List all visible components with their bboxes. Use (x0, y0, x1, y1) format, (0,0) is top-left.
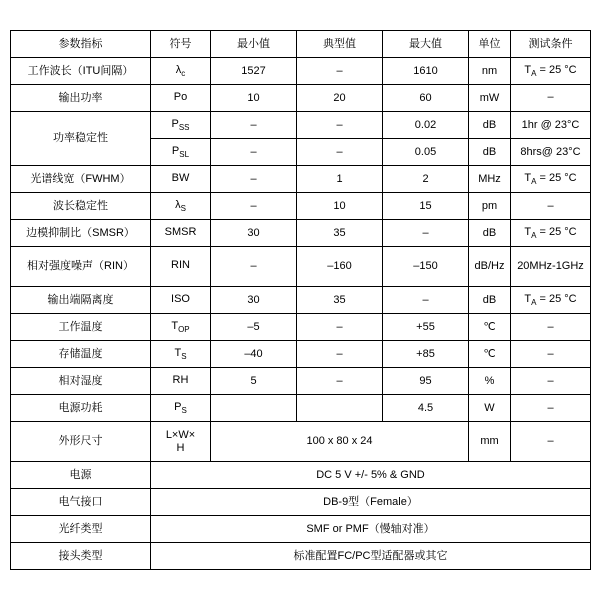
row-typ: – (297, 139, 383, 166)
row-unit: dB (469, 220, 511, 247)
row-param: 光谱线宽（FWHM） (11, 166, 151, 193)
row-condition: – (511, 341, 591, 368)
table-row (11, 395, 591, 422)
row-max: – (383, 220, 469, 247)
row-min: – (211, 193, 297, 220)
column-header-min: 最小值 (211, 31, 297, 58)
row-min: –40 (211, 341, 297, 368)
symbol-main: λ (175, 63, 182, 76)
table-row (11, 166, 591, 193)
symbol-subscript: S (181, 406, 187, 415)
row-min: 1527 (211, 58, 297, 85)
symbol-main: P (171, 144, 180, 157)
symbol-line-1: L×W× (165, 428, 196, 441)
column-header-param: 参数指标 (11, 31, 151, 58)
table-row (11, 287, 591, 314)
column-header-max: 最大值 (383, 31, 469, 58)
column-header-symbol: 符号 (151, 31, 211, 58)
symbol-subscript: SS (178, 123, 190, 132)
table-row (11, 314, 591, 341)
row-min: – (211, 112, 297, 139)
row-max: 0.02 (383, 112, 469, 139)
symbol-main: RH (172, 373, 189, 386)
row-param: 输出功率 (11, 85, 151, 112)
row-condition (511, 58, 591, 85)
row-param: 光纤类型 (11, 516, 151, 543)
row-min: – (211, 166, 297, 193)
row-typ: –160 (297, 247, 383, 287)
table-row (11, 58, 591, 85)
cond-rest: = 25 °C (536, 292, 577, 305)
row-max: 2 (383, 166, 469, 193)
row-typ: 35 (297, 220, 383, 247)
row-min: – (211, 139, 297, 166)
row-typ: – (297, 112, 383, 139)
table-row-footer (11, 462, 591, 489)
row-min: 5 (211, 368, 297, 395)
symbol-main: P (174, 400, 182, 413)
row-unit: W (469, 395, 511, 422)
cond-main: T (524, 63, 532, 76)
row-max: 60 (383, 85, 469, 112)
table-header-row (11, 31, 591, 58)
row-max: –150 (383, 247, 469, 287)
row-typ: – (297, 58, 383, 85)
row-max: 15 (383, 193, 469, 220)
row-max: 4.5 (383, 395, 469, 422)
row-unit: MHz (469, 166, 511, 193)
cond-subscript: A (531, 231, 537, 240)
row-max: +85 (383, 341, 469, 368)
table-row-footer (11, 489, 591, 516)
table-row (11, 220, 591, 247)
row-condition: 1hr @ 23°C (511, 112, 591, 139)
symbol-subscript: SL (179, 150, 190, 159)
row-symbol (151, 166, 211, 193)
column-header-condition: 测试条件 (511, 31, 591, 58)
row-condition: – (511, 422, 591, 462)
row-unit: mm (469, 422, 511, 462)
row-param: 输出端隔离度 (11, 287, 151, 314)
symbol-subscript: S (181, 352, 187, 361)
table-row-footer (11, 516, 591, 543)
table-row (11, 85, 591, 112)
row-symbol (151, 422, 211, 462)
row-min: 30 (211, 220, 297, 247)
row-param: 电源功耗 (11, 395, 151, 422)
row-max: 95 (383, 368, 469, 395)
row-min (211, 395, 297, 422)
row-unit: dB (469, 139, 511, 166)
row-param: 波长稳定性 (11, 193, 151, 220)
symbol-line-2: H (176, 441, 185, 454)
row-param: 相对湿度 (11, 368, 151, 395)
row-symbol (151, 247, 211, 287)
cond-subscript: A (531, 298, 537, 307)
row-min: – (211, 247, 297, 287)
row-value: DC 5 V +/- 5% & GND (151, 462, 591, 489)
row-unit: nm (469, 58, 511, 85)
row-symbol (151, 341, 211, 368)
table-row (11, 341, 591, 368)
row-symbol (151, 85, 211, 112)
row-param: 外形尺寸 (11, 422, 151, 462)
row-condition (511, 85, 591, 112)
row-symbol (151, 287, 211, 314)
row-param: 工作波长（ITU间隔） (11, 58, 151, 85)
row-unit: dB/Hz (469, 247, 511, 287)
row-condition: – (511, 395, 591, 422)
row-param: 边模抑制比（SMSR） (11, 220, 151, 247)
column-header-typ: 典型值 (297, 31, 383, 58)
symbol-main: SMSR (164, 225, 197, 238)
row-condition: 20MHz-1GHz (511, 247, 591, 287)
table-row-dimension (11, 422, 591, 462)
row-condition (511, 166, 591, 193)
row-max: +55 (383, 314, 469, 341)
row-symbol (151, 395, 211, 422)
row-param: 存储温度 (11, 341, 151, 368)
row-typ: 20 (297, 85, 383, 112)
spec-sheet (10, 30, 590, 570)
row-value: 标准配置FC/PC型适配器或其它 (151, 543, 591, 570)
row-unit: dB (469, 287, 511, 314)
row-condition: – (511, 368, 591, 395)
row-typ: – (297, 341, 383, 368)
table-row (11, 112, 591, 139)
symbol-main: Po (173, 90, 188, 103)
cond-main: T (524, 225, 532, 238)
row-dimension-value: 100 x 80 x 24 (211, 422, 469, 462)
cond-subscript: A (531, 69, 537, 78)
row-condition (511, 287, 591, 314)
symbol-main: ISO (171, 292, 190, 305)
row-condition: 8hrs@ 23°C (511, 139, 591, 166)
column-header-unit: 单位 (469, 31, 511, 58)
cond-rest: = 25 °C (536, 171, 577, 184)
row-symbol (151, 58, 211, 85)
symbol-main: P (171, 117, 179, 130)
symbol-main: RIN (171, 259, 190, 272)
table-row-footer (11, 543, 591, 570)
cond-main: T (524, 171, 532, 184)
row-param: 相对强度噪声（RIN） (11, 247, 151, 287)
row-max: – (383, 287, 469, 314)
row-value: DB-9型（Female） (151, 489, 591, 516)
symbol-subscript: c (181, 69, 186, 78)
row-symbol (151, 193, 211, 220)
row-param: 电气接口 (11, 489, 151, 516)
row-min: –5 (211, 314, 297, 341)
table-row (11, 368, 591, 395)
row-min: 10 (211, 85, 297, 112)
symbol-main: T (174, 346, 182, 359)
row-condition: – (511, 193, 591, 220)
row-max: 1610 (383, 58, 469, 85)
specification-table (10, 30, 591, 570)
row-symbol (151, 139, 211, 166)
row-symbol (151, 220, 211, 247)
symbol-subscript: OP (178, 325, 190, 334)
row-typ: – (297, 314, 383, 341)
row-unit: % (469, 368, 511, 395)
symbol-main: λ (175, 198, 181, 211)
row-typ: 1 (297, 166, 383, 193)
row-typ: 35 (297, 287, 383, 314)
row-symbol (151, 112, 211, 139)
cond-rest: – (547, 90, 554, 103)
row-condition: – (511, 314, 591, 341)
row-symbol (151, 368, 211, 395)
row-typ: – (297, 368, 383, 395)
table-row (11, 247, 591, 287)
row-param: 功率稳定性 (11, 112, 151, 166)
row-unit: dB (469, 112, 511, 139)
row-max: 0.05 (383, 139, 469, 166)
row-min: 30 (211, 287, 297, 314)
row-value: SMF or PMF（慢轴对准） (151, 516, 591, 543)
row-unit: mW (469, 85, 511, 112)
cond-subscript: A (531, 177, 537, 186)
cond-main: T (524, 292, 532, 305)
row-param: 工作温度 (11, 314, 151, 341)
row-unit: ℃ (469, 314, 511, 341)
row-typ (297, 395, 383, 422)
row-unit: ℃ (469, 341, 511, 368)
symbol-main: BW (171, 171, 190, 184)
row-param: 接头类型 (11, 543, 151, 570)
row-condition (511, 220, 591, 247)
row-unit: pm (469, 193, 511, 220)
row-param: 电源 (11, 462, 151, 489)
symbol-subscript: S (180, 204, 186, 213)
cond-rest: = 25 °C (536, 63, 577, 76)
cond-rest: = 25 °C (536, 225, 577, 238)
table-row (11, 193, 591, 220)
row-symbol (151, 314, 211, 341)
symbol-main: T (171, 319, 179, 332)
row-typ: 10 (297, 193, 383, 220)
